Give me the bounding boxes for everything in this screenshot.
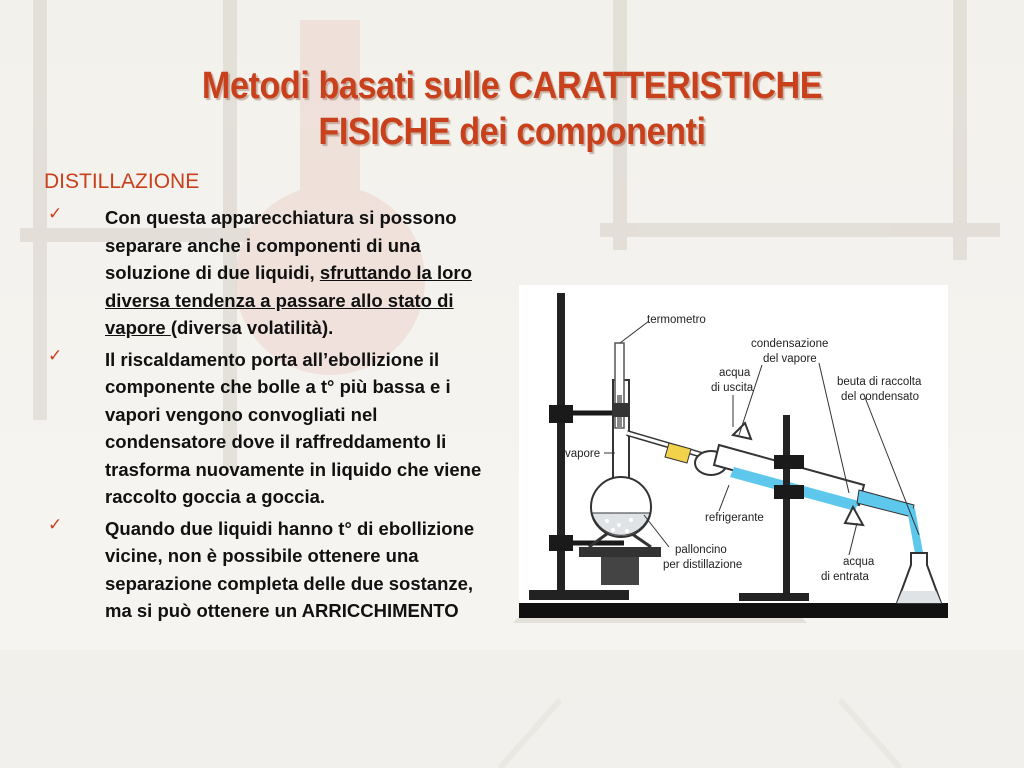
label-acqua-uscita: acqua: [719, 367, 751, 379]
check-icon: ✓: [48, 204, 63, 224]
label-vapore: vapore: [565, 448, 601, 460]
bullet-list: [44, 204, 494, 629]
base-plate: [519, 603, 948, 618]
bullet-item: [44, 204, 494, 342]
label-palloncino-2: per distillazione: [663, 559, 743, 571]
bullet-text-part: (diversa volatilità).: [170, 317, 334, 338]
label-condensazione-2: del vapore: [763, 353, 817, 365]
bullet-text: [105, 204, 494, 342]
label-acqua-uscita-2: di uscita: [711, 382, 754, 394]
bullet-text: Il riscaldamento porta all’ebollizione il componente che bolle a t° più bassa e i vapori vengono convogliati nel condensatore dove il raffreddamento li trasforma nuovamente in liquido che viene raccolto goccia a goccia.: [105, 348, 482, 507]
condenser: [627, 433, 919, 553]
bullet-text: Quando due liquidi hanno t° di ebollizione vicine, non è possibile ottenere una separazione completa delle due sostanze, ma si può ottenere un ARRICCHIMENTO: [105, 517, 475, 621]
label-beuta: beuta di raccolta: [837, 376, 922, 388]
label-beuta-2: del condensato: [841, 391, 920, 403]
label-refrigerante: refrigerante: [705, 512, 764, 524]
bullet-item: [44, 515, 494, 625]
title-line-2: FISICHE dei componenti: [318, 111, 706, 154]
label-termometro: termometro: [647, 314, 706, 326]
label-acqua-entrata: acqua: [843, 556, 875, 568]
label-acqua-entrata-2: di entrata: [821, 571, 869, 583]
bullet-item: [44, 346, 494, 511]
check-icon: ✓: [48, 345, 63, 366]
right-stand-rod: [783, 415, 790, 593]
label-condensazione: condensazione: [751, 338, 829, 350]
distillation-apparatus-diagram: [519, 285, 948, 618]
title-line-1: Metodi basati sulle CARATTERISTICHE: [201, 65, 823, 108]
thermometer: [612, 321, 649, 429]
bullet-text-underlined: sfruttando la loro diversa tendenza a passare allo stato di vapore: [105, 262, 472, 338]
check-icon: ✓: [48, 514, 63, 535]
distillation-apparatus-figure: [519, 285, 948, 618]
slide-title: [51, 63, 973, 155]
bullet-text-part: Con questa apparecchiatura si possono separare anche i componenti di una soluzione di due liquidi,: [105, 207, 457, 283]
receiving-flask: [897, 553, 941, 603]
section-heading: DISTILLAZIONE: [44, 170, 200, 193]
label-palloncino: palloncino: [675, 544, 727, 556]
